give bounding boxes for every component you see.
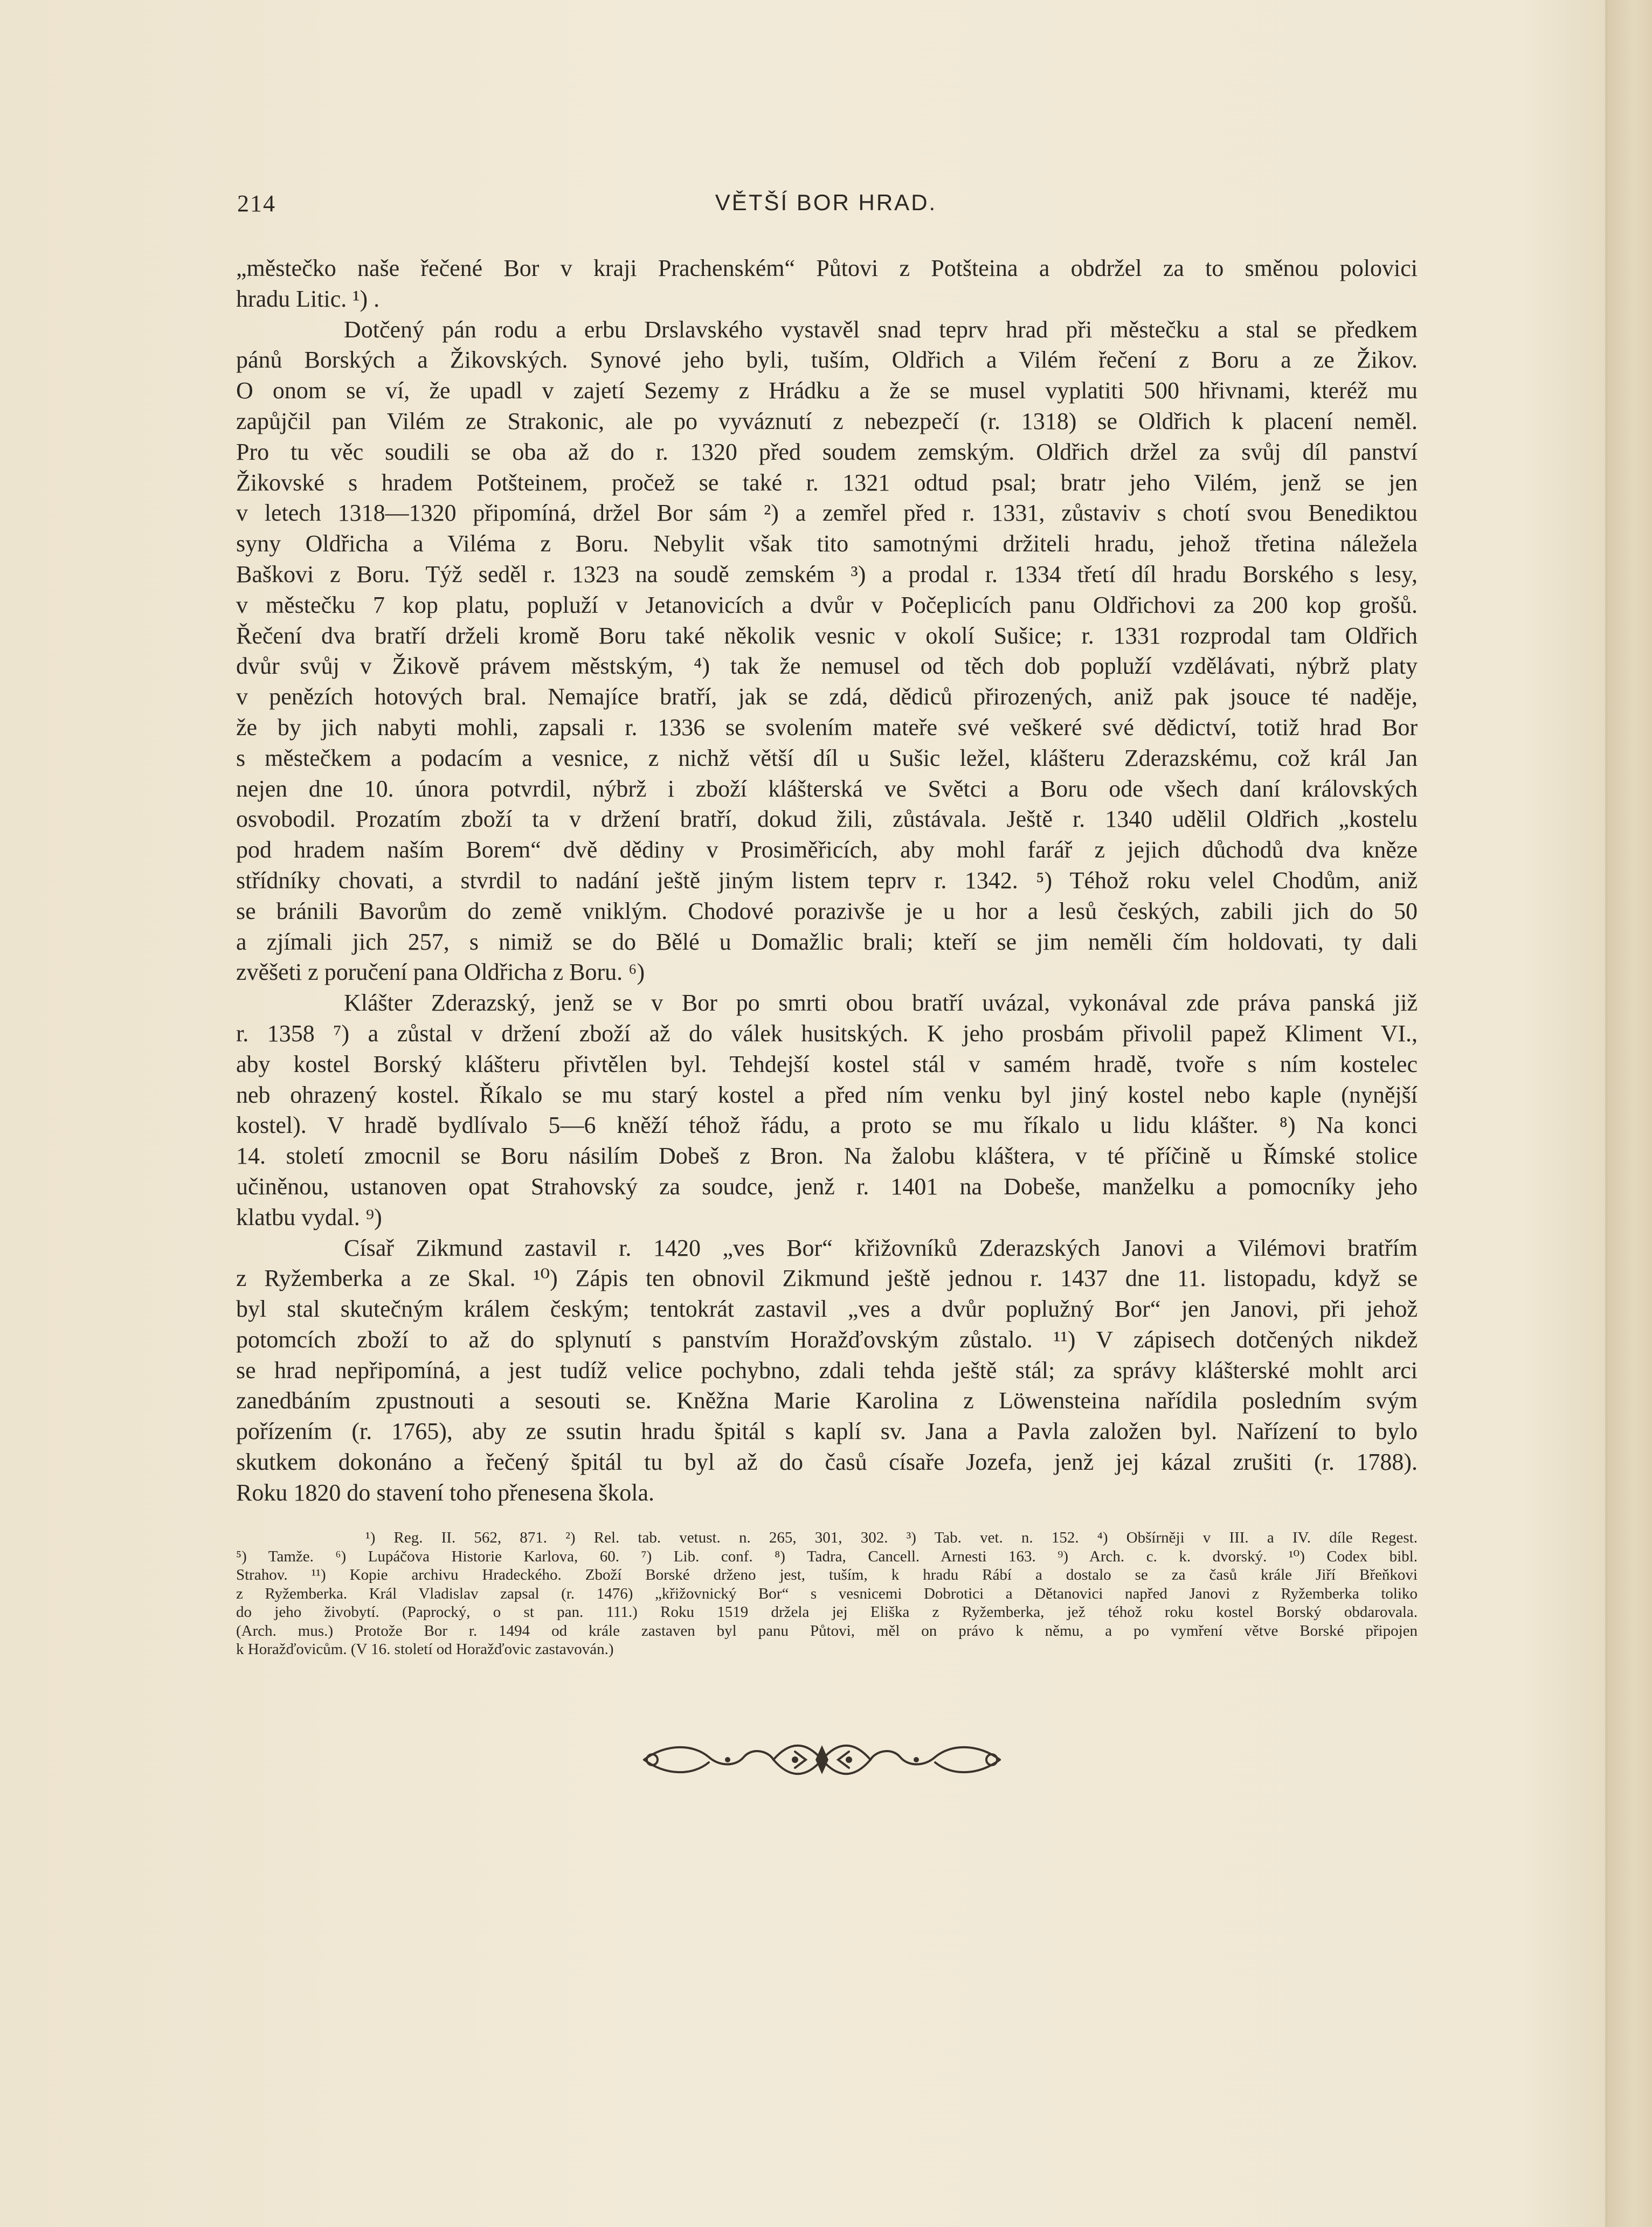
text-line: v městečku 7 kop platu, popluží v Jetanovicích a dvůr v Počeplicích panu Oldřichovi za 200 kop grošů. [236,591,1418,618]
text-line: osvobodil. Prozatím zboží ta v držení bratří, dokud žili, zůstávala. Ještě r. 1340 udělil Oldřich „kostelu [236,806,1418,833]
text-line: zapůjčil pan Vilém ze Strakonic, ale po vyváznutí z nebezpečí (r. 1318) se Oldřich k placení neměl. [236,407,1418,434]
text-line: skutkem dokonáno a řečený špitál tu byl až do časů císaře Jozefa, jenž jej kázal zrušiti (r. 1788). [236,1449,1418,1476]
text-line: hradu Litic. ¹) . [236,285,380,312]
footnote-line: do jeho živobytí. (Paprocký, o st pan. 111.) Roku 1519 držela jej Eliška z Ryžemberka, jež téhož roku kostel Borský obdarovala. [236,1603,1418,1621]
text-line: Řečení dva bratří drželi kromě Boru také několik vesnic v okolí Sušice; r. 1331 rozprodal tam Oldřich [236,622,1418,649]
text-line: kostel). V hradě bydlívalo 5—6 kněží téhož řádu, a proto se mu říkalo u lidu klášter. ⁸) Na konci [236,1112,1418,1139]
text-line: r. 1358 ⁷) a zůstal v držení zboží až do válek husitských. K jeho prosbám přivolil papež Kliment VI., [236,1020,1418,1047]
text-line: Baškovi z Boru. Týž seděl r. 1323 na soudě zemském ³) a prodal r. 1334 třetí díl hradu Borského s lesy, [236,561,1418,587]
footnote-line: z Ryžemberka. Král Vladislav zapsal (r. 1476) „křižovnický Bor“ s vesnicemi Dobrotici a Dětanovici napřed Janovi z Ryžemberka toliko [236,1585,1418,1602]
decorative-vignette-icon [633,1735,1011,1784]
text-line: pánů Borských a Žikovských. Synové jeho byli, tuším, Oldřich a Vilém řečení z Boru a ze Žikov. [236,347,1418,374]
text-line: O onom se ví, že upadl v zajetí Sezemy z Hrádku a že se musel vyplatiti 500 hřivnami, kteréž mu [236,377,1418,404]
text-line: v penězích hotových bral. Nemajíce bratří, jak se zdá, dědiců přirozených, aniž pak jsouce té naděje, [236,683,1418,710]
text-line: Císař Zikmund zastavil r. 1420 „ves Bor“ křižovníků Zderazských Janovi a Vilémovi bratřím [344,1234,1418,1261]
footnote-line: ⁵) Tamže. ⁶) Lupáčova Historie Karlova, 60. ⁷) Lib. conf. ⁸) Tadra, Cancell. Arnesti 163. ⁹) Arch. c. k. dvorský. ¹⁰) Codex bibl. [236,1547,1418,1565]
footnotes [236,1529,1418,1659]
text-line: byl stal skutečným králem českým; tentokrát zastavil „ves a dvůr poplužný Bor“ jen Janovi, při jehož [236,1296,1418,1323]
text-line: že by jich nabyti mohli, zapsali r. 1336 se svolením mateře své veškeré své dědictví, totiž hrad Bor [236,714,1418,741]
footnote-line: (Arch. mus.) Protože Bor r. 1494 od krále zastaven byl panu Půtovi, měl on právo k němu, a po vymření větve Borské připojen [236,1622,1418,1640]
text-line: a zjímali jich 257, s nimiž se do Bělé u Domažlic brali; kteří se jim neměli čím holdovati, ty dali [236,928,1418,955]
text-line: potomcích zboží to až do splynutí s panstvím Horažďovským zůstalo. ¹¹) V zápisech dotčených nikdež [236,1326,1418,1353]
text-line: syny Oldřicha a Viléma z Boru. Nebylit však tito samotnými držiteli hradu, jehož třetina náležela [236,530,1418,557]
text-line: s městečkem a podacím a vesnice, z nichž větší díl u Sušic ležel, klášteru Zderazskému, což král Jan [236,744,1418,771]
text-line: zanedbáním zpustnouti a sesouti se. Kněžna Marie Karolina z Löwensteina nařídila posledním svým [236,1387,1418,1414]
text-line: aby kostel Borský klášteru přivtělen byl. Tehdejší kostel stál v samém hradě, tvoře s ním kostelec [236,1050,1418,1077]
running-head: VĚTŠÍ BOR HRAD. [715,190,937,215]
text-line: nejen dne 10. února potvrdil, nýbrž i zboží klášterská ve Světci a Boru ode všech daní královských [236,775,1418,802]
text-line: „městečko naše řečené Bor v kraji Prachenském“ Půtovi z Potšteina a obdržel za to směnou polovici [236,255,1418,281]
body-text [236,253,1418,1509]
text-line: z Ryžemberka a ze Skal. ¹⁰) Zápis ten obnovil Zikmund ještě jednou r. 1437 dne 11. listopadu, když se [236,1265,1418,1292]
text-line: Roku 1820 do stavení toho přenesena škola. [236,1479,654,1506]
text-line: Klášter Zderazský, jenž se v Bor po smrti obou bratří uvázal, vykonával zde práva panská již [344,990,1418,1016]
text-line: se bránili Bavorům do země vniklým. Chodové porazivše je u hor a lesů českých, zabili jich do 50 [236,897,1418,924]
text-line: střídníky chovati, a stvrdil to nadání ještě jiným listem teprv r. 1342. ⁵) Téhož roku velel Chodům, aniž [236,867,1418,894]
text-line: neb ohrazený kostel. Říkalo se mu starý kostel a před ním venku byl jiný kostel nebo kaple (nynější [236,1081,1418,1108]
text-line: v letech 1318—1320 připomíná, držel Bor sám ²) a zemřel před r. 1331, zůstaviv s chotí svou Benediktou [236,500,1418,527]
text-line: pořízením (r. 1765), aby ze ssutin hradu špitál s kaplí sv. Jana a Pavla založen byl. Nařízení to bylo [236,1418,1418,1445]
footnote-line: Strahov. ¹¹) Kopie archivu Hradeckého. Zboží Borské drženo jest, tuším, k hradu Rábí a dostalo se za časů krále Jiří Břeňkovi [236,1566,1418,1583]
text-line: 14. století zmocnil se Boru násilím Dobeš z Bron. Na žalobu kláštera, v té příčině u Římské stolice [236,1143,1418,1170]
binding-shadow [1608,0,1652,2227]
footnote-line: ¹) Reg. II. 562, 871. ²) Rel. tab. vetust. n. 265, 301, 302. ³) Tab. vet. n. 152. ⁴) Obšírněji v III. a IV. díle Regest. [365,1529,1418,1546]
text-line: Žikovské s hradem Potšteinem, pročež se také r. 1321 odtud psal; bratr jeho Vilém, jenž se jen [236,469,1418,496]
text-line: se hrad nepřipomíná, a jest tudíž velice pochybno, zdali tehda ještě stál; za správy klášterské mohlt arci [236,1357,1418,1384]
footnote-line: k Horažďovicům. (V 16. století od Horažďovic zastavován.) [236,1641,614,1658]
text-line: Pro tu věc soudili se oba až do r. 1320 před soudem zemským. Oldřich držel za svůj díl panství [236,438,1418,465]
text-line: dvůr svůj v Žikově právem městským, ⁴) tak že nemusel od těch dob popluží vzdělávati, nýbrž platy [236,653,1418,680]
text-line: zvěšeti z poručení pana Oldřicha z Boru. ⁶) [236,959,645,986]
text-line: učiněnou, ustanoven opat Strahovský za soudce, jenž r. 1401 na Dobeše, manželku a pomocníky jeho [236,1173,1418,1200]
text-line: klatbu vydal. ⁹) [236,1204,382,1230]
text-line: Dotčený pán rodu a erbu Drslavského vystavěl snad teprv hrad při městečku a stal se předkem [344,316,1418,343]
text-line: pod hradem naším Borem“ dvě dědiny v Prosiměřicích, aby mohl farář z jejich důchodů dva kněze [236,836,1418,863]
page-number: 214 [237,190,276,217]
